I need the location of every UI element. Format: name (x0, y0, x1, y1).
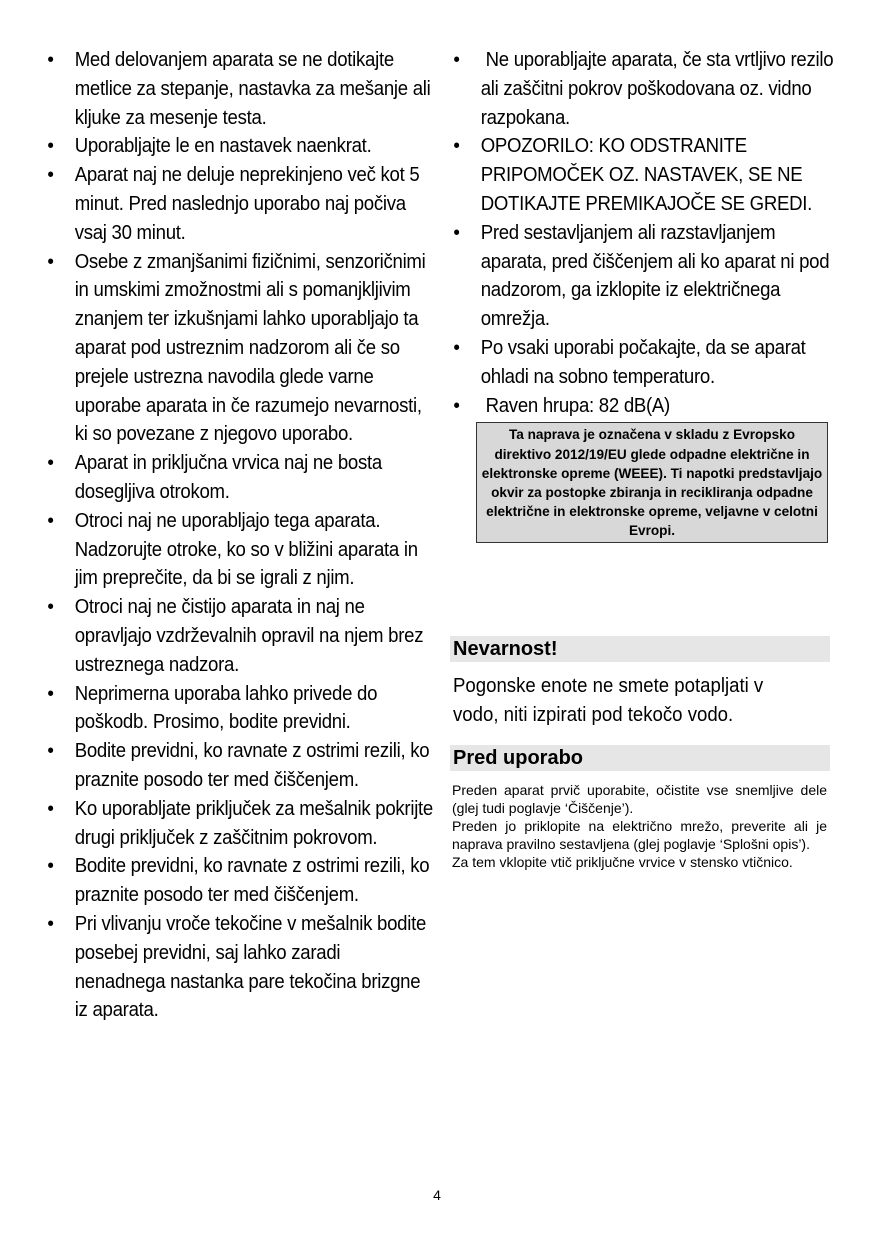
list-item: • Bodite previdni, ko ravnate z ostrimi rezili, ko praznite posodo ter med čiščenjem. (44, 737, 434, 795)
bullet-icon: • (47, 797, 54, 820)
list-item: • Uporabljajte le en nastavek naenkrat. (44, 132, 434, 161)
left-column (44, 46, 434, 1025)
before-use-paragraph: Preden aparat prvič uporabite, očistite vse snemljive dele (glej tudi poglavje ‘Čiščenje’). (452, 782, 827, 816)
danger-heading: Nevarnost! (450, 636, 830, 662)
bullet-icon: • (47, 164, 54, 187)
list-item: • Osebe z zmanjšanimi fizičnimi, senzoričnimi in umskimi zmožnostmi ali s pomanjkljivim znanjem ter izkušnjami lahko uporabljajo ta aparat pod ustreznim nadzorom ali če so prejele ustrezna navodila glede varne uporabe aparata in če razumejo nevarnosti, ki so povezane z njegovo uporabo. (44, 248, 434, 450)
bullet-icon: • (453, 394, 460, 417)
bullet-icon: • (47, 452, 54, 475)
list-item: • Med delovanjem aparata se ne dotikajte metlice za stepanje, nastavka za mešanje ali kljuke za mesenje testa. (44, 46, 434, 132)
weee-notice-box: Ta naprava je označena v skladu z Evropsko direktivo 2012/19/EU glede odpadne električne in elektronske opreme (WEEE). Ti napotki predstavljajo okvir za postopke zbiranja in recikliranja odpadne električne in elektronske opreme, veljavne v celotni Evropi. (476, 422, 828, 542)
before-use-heading: Pred uporabo (450, 745, 830, 771)
list-item: • Raven hrupa: 82 dB(A) (450, 392, 842, 421)
list-item: • Otroci naj ne čistijo aparata in naj ne opravljajo vzdrževalnih opravil na njem brez ustreznega nadzora. (44, 593, 434, 679)
safety-list-right (450, 46, 839, 420)
list-item: • Ko uporabljate priključek za mešalnik pokrijte drugi priključek z zaščitnim pokrovom. (44, 795, 434, 853)
safety-list-left (44, 46, 434, 1025)
before-use-text (452, 781, 827, 871)
bullet-icon: • (47, 855, 54, 878)
bullet-icon: • (47, 250, 54, 273)
list-item: • OPOZORILO: KO ODSTRANITE PRIPOMOČEK OZ. NASTAVEK, SE NE DOTIKAJTE PREMIKAJOČE SE GREDI. (450, 132, 842, 218)
bullet-icon: • (47, 912, 54, 935)
bullet-icon: • (47, 682, 54, 705)
list-item: • Ne uporabljajte aparata, če sta vrtljivo rezilo ali zaščitni pokrov poškodovana oz. vidno razpokana. (450, 46, 842, 132)
bullet-icon: • (47, 740, 54, 763)
bullet-icon: • (47, 596, 54, 619)
bullet-icon: • (453, 221, 460, 244)
before-use-paragraph: Preden jo priklopite na električno mrežo, preverite ali je naprava pravilno sestavljena (glej poglavje ‘Splošni opis’). (452, 818, 827, 852)
before-use-paragraph: Za tem vklopite vtič priključne vrvice v stensko vtičnico. (452, 854, 793, 870)
bullet-icon: • (47, 509, 54, 532)
bullet-icon: • (47, 135, 54, 158)
page-number: 4 (433, 1187, 441, 1203)
list-item: • Bodite previdni, ko ravnate z ostrimi rezili, ko praznite posodo ter med čiščenjem. (44, 852, 434, 910)
bullet-icon: • (453, 49, 460, 71)
list-item: • Po vsaki uporabi počakajte, da se aparat ohladi na sobno temperaturo. (450, 334, 842, 392)
bullet-icon: • (453, 336, 460, 359)
right-column (450, 46, 839, 543)
list-item: • Otroci naj ne uporabljajo tega aparata. Nadzorujte otroke, ko so v bližini aparata in jim preprečite, da bi se igrali z njim. (44, 507, 434, 593)
bullet-icon: • (453, 135, 460, 158)
list-item: • Pri vlivanju vroče tekočine v mešalnik bodite posebej previdni, saj lahko zaradi nenadnega nastanka pare tekočina brizgne iz aparata. (44, 910, 434, 1025)
list-item: • Aparat in priključna vrvica naj ne bosta dosegljiva otrokom. (44, 449, 434, 507)
list-item: • Neprimerna uporaba lahko privede do poškodb. Prosimo, bodite previdni. (44, 680, 434, 738)
danger-text: Pogonske enote ne smete potapljati v vodo, niti izpirati pod tekočo vodo. (453, 675, 764, 726)
list-item: • Aparat naj ne deluje neprekinjeno več kot 5 minut. Pred naslednjo uporabo naj počiva vsaj 30 minut. (44, 161, 434, 247)
list-item: • Pred sestavljanjem ali razstavljanjem aparata, pred čiščenjem ali ko aparat ni pod nadzorom, ga izklopite iz električnega omrežja. (450, 219, 842, 334)
bullet-icon: • (47, 49, 54, 71)
